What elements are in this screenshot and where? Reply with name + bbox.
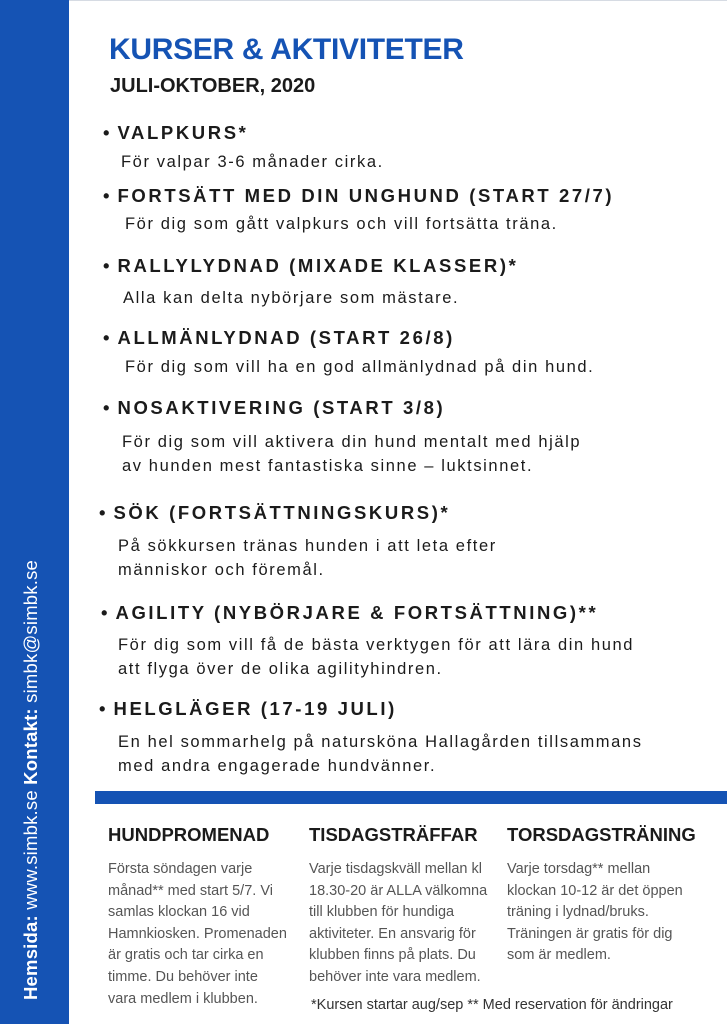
course-description-line: För dig som vill ha en god allmänlydnad på din hund. <box>125 358 595 376</box>
course-title: RALLYLYDNAD (MIXADE KLASSER)* <box>117 255 519 276</box>
course-description-line: För valpar 3-6 månader cirka. <box>121 153 384 171</box>
course-title: ALLMÄNLYDNAD (START 26/8) <box>117 327 455 348</box>
bullet-icon: • <box>103 327 110 348</box>
activity-description: Varje tisdagskväll mellan kl 18.30-20 är ALLA välkomna till klubben för hundiga aktiviteter. En ansvarig för klubben finns på plats. Du behöver inte vara medlem. <box>309 861 488 985</box>
section-divider <box>95 791 727 804</box>
course-item <box>103 255 518 310</box>
sidebar-contact-info <box>20 520 42 1000</box>
course-title-row <box>99 502 497 524</box>
course-description <box>125 212 614 236</box>
activity-column <box>309 824 499 989</box>
bullet-icon: • <box>103 397 110 418</box>
course-description-line: På sökkursen tränas hunden i att leta efter <box>118 537 497 555</box>
bullet-icon: • <box>99 698 106 719</box>
course-description <box>118 730 643 778</box>
contact-email[interactable]: simbk@simbk.se <box>20 559 41 703</box>
course-title: HELGLÄGER (17-19 JULI) <box>113 698 397 719</box>
top-border <box>69 0 727 1</box>
activity-title: TISDAGSTRÄFFAR <box>309 824 478 845</box>
course-description-line: En hel sommarhelg på natursköna Hallagården tillsammans <box>118 733 643 751</box>
contact-label: Kontakt: <box>20 708 41 785</box>
footnote: *Kursen startar aug/sep ** Med reservation för ändringar <box>311 997 673 1013</box>
course-description <box>118 633 634 681</box>
course-description <box>121 150 384 174</box>
course-description-line: av hunden mest fantastiska sinne – luktsinnet. <box>122 457 534 475</box>
course-title: FORTSÄTT MED DIN UNGHUND (START 27/7) <box>117 185 615 206</box>
page-subtitle: JULI-OKTOBER, 2020 <box>110 75 316 97</box>
course-description-line: med andra engagerade hundvänner. <box>118 757 437 775</box>
activity-title: TORSDAGSTRÄNING <box>507 824 696 845</box>
course-description <box>118 534 497 582</box>
activity-description: Varje torsdag** mellan klockan 10-12 är det öppen träning i lydnad/bruks. Träningen är gratis för dig som är medlem. <box>507 861 683 964</box>
course-description-line: att flyga över de olika agilityhindren. <box>118 660 443 678</box>
activity-title: HUNDPROMENAD <box>108 824 270 845</box>
course-title-row <box>103 397 581 419</box>
course-title: VALPKURS* <box>117 122 249 143</box>
course-item <box>99 502 497 582</box>
course-title: NOSAKTIVERING (START 3/8) <box>117 397 446 418</box>
bullet-icon: • <box>101 602 108 623</box>
bullet-icon: • <box>103 122 110 143</box>
activity-column <box>108 824 298 1010</box>
course-title-row <box>101 602 634 624</box>
course-title-row <box>103 327 594 349</box>
course-description <box>122 430 581 478</box>
bullet-icon: • <box>103 255 110 276</box>
course-title-row <box>103 122 384 144</box>
course-title: SÖK (FORTSÄTTNINGSKURS)* <box>113 502 451 523</box>
bullet-icon: • <box>103 185 110 206</box>
course-item <box>103 185 614 236</box>
course-item <box>99 698 643 778</box>
course-item <box>103 397 581 478</box>
course-description <box>123 286 518 310</box>
activity-column <box>507 824 717 967</box>
course-title: AGILITY (NYBÖRJARE & FORTSÄTTNING)** <box>115 602 599 623</box>
course-item <box>101 602 634 681</box>
course-title-row <box>103 255 518 277</box>
course-description-line: Alla kan delta nybörjare som mästare. <box>123 289 460 307</box>
course-item <box>103 122 384 174</box>
course-description-line: För dig som vill aktivera din hund mentalt med hjälp <box>122 433 582 451</box>
course-description-line: För dig som vill få de bästa verktygen för att lära din hund <box>118 636 635 654</box>
homepage-label: Hemsida: <box>20 915 41 1000</box>
course-description-line: människor och föremål. <box>118 561 325 579</box>
activity-description: Första söndagen varje månad** med start 5/7. Vi samlas klockan 16 vid Hamnkiosken. Promenaden är gratis och tar cirka en timme. Du behöver inte vara medlem i klubben. <box>108 861 287 1007</box>
course-description-line: För dig som gått valpkurs och vill fortsätta träna. <box>125 215 558 233</box>
course-description <box>125 355 594 379</box>
course-title-row <box>99 698 643 720</box>
course-item <box>103 327 594 379</box>
homepage-link[interactable]: www.simbk.se <box>20 790 41 910</box>
course-title-row <box>103 185 614 207</box>
page-title: KURSER & AKTIVITETER <box>109 33 464 66</box>
bullet-icon: • <box>99 502 106 523</box>
